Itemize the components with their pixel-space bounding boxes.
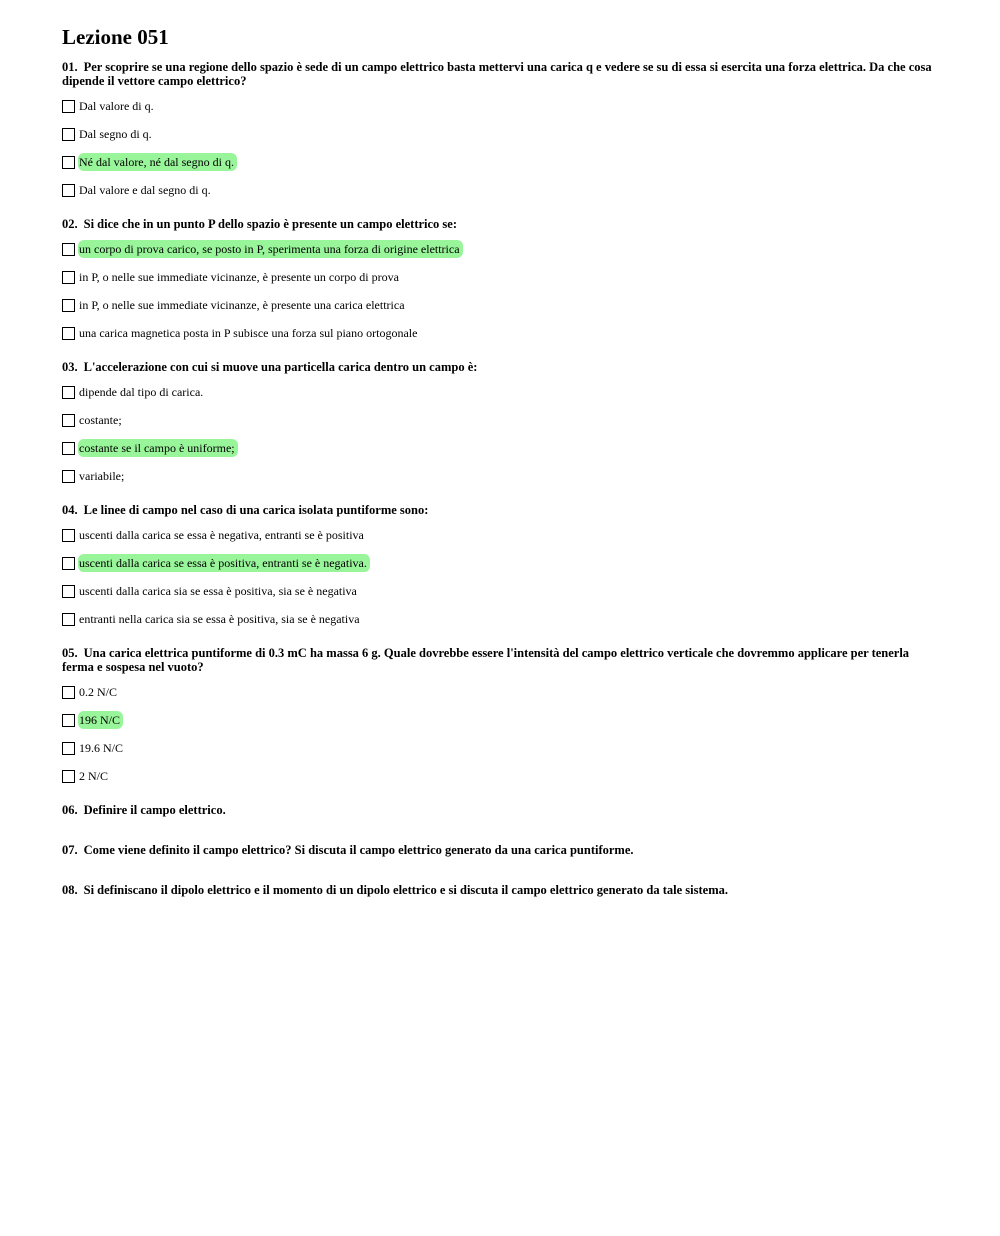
answer-options (62, 683, 932, 785)
checkbox[interactable] (62, 414, 75, 427)
open-questions-section (62, 803, 932, 897)
correct-answer-label: Né dal valore, né dal segno di q. (78, 153, 237, 171)
answer-label: in P, o nelle sue immediate vicinanze, è presente un corpo di prova (79, 270, 399, 284)
question-3 (62, 360, 932, 485)
question-prompt: Una carica elettrica puntiforme di 0.3 mC ha massa 6 g. Quale dovrebbe essere l'intensità del campo elettrico verticale che dovremmo applicare per tenerla ferma e sospesa nel vuoto? (62, 646, 910, 674)
question-4 (62, 503, 932, 628)
checkbox[interactable] (62, 100, 75, 113)
question-number: 05. (62, 646, 78, 660)
question-text (62, 217, 932, 231)
checkbox[interactable] (62, 128, 75, 141)
answer-options (62, 97, 932, 199)
question-text (62, 646, 932, 674)
answer-option[interactable] (62, 767, 932, 785)
checkbox[interactable] (62, 184, 75, 197)
question-prompt: L'accelerazione con cui si muove una particella carica dentro un campo è: (83, 360, 478, 374)
checkbox[interactable] (62, 714, 75, 727)
checkbox[interactable] (62, 442, 75, 455)
question-2 (62, 217, 932, 342)
question-text (62, 883, 932, 897)
open-question-7 (62, 843, 932, 857)
question-text (62, 843, 932, 857)
answer-option[interactable] (62, 153, 932, 171)
checkbox[interactable] (62, 557, 75, 570)
checkbox[interactable] (62, 271, 75, 284)
question-number: 08. (62, 883, 78, 897)
checkbox[interactable] (62, 299, 75, 312)
answer-option[interactable] (62, 711, 932, 729)
correct-answer-label: 196 N/C (78, 711, 123, 729)
checkbox[interactable] (62, 529, 75, 542)
answer-option[interactable] (62, 439, 932, 457)
checkbox[interactable] (62, 156, 75, 169)
answer-option[interactable] (62, 683, 932, 701)
answer-label: 2 N/C (79, 769, 109, 783)
correct-answer-label: un corpo di prova carico, se posto in P, sperimenta una forza di origine elettrica (78, 240, 463, 258)
answer-option[interactable] (62, 554, 932, 572)
answer-label: variabile; (79, 469, 125, 483)
document-page (62, 24, 932, 923)
question-number: 07. (62, 843, 78, 857)
question-text (62, 503, 932, 517)
checkbox[interactable] (62, 742, 75, 755)
question-number: 02. (62, 217, 78, 231)
answer-label: uscenti dalla carica sia se essa è positiva, sia se è negativa (79, 584, 357, 598)
answer-label: Dal valore e dal segno di q. (79, 183, 211, 197)
answer-option[interactable] (62, 526, 932, 544)
checkbox[interactable] (62, 613, 75, 626)
answer-label: Dal segno di q. (79, 127, 152, 141)
answer-option[interactable] (62, 739, 932, 757)
answer-option[interactable] (62, 268, 932, 286)
answer-option[interactable] (62, 181, 932, 199)
question-prompt: Le linee di campo nel caso di una carica isolata puntiforme sono: (83, 503, 429, 517)
answer-options (62, 383, 932, 485)
answer-label: costante; (79, 413, 122, 427)
question-prompt: Per scoprire se una regione dello spazio è sede di un campo elettrico basta mettervi una carica q e vedere se su di essa si esercita una forza elettrica. Da che cosa dipende il vettore campo elettrico? (62, 60, 932, 88)
answer-option[interactable] (62, 125, 932, 143)
answer-label: Dal valore di q. (79, 99, 154, 113)
page-title: Lezione 051 (62, 25, 169, 49)
question-5 (62, 646, 932, 785)
answer-option[interactable] (62, 383, 932, 401)
question-prompt: Si dice che in un punto P dello spazio è presente un campo elettrico se: (83, 217, 457, 231)
answer-label: entranti nella carica sia se essa è positiva, sia se è negativa (79, 612, 360, 626)
answer-option[interactable] (62, 411, 932, 429)
answer-option[interactable] (62, 324, 932, 342)
checkbox[interactable] (62, 470, 75, 483)
answer-label: 19.6 N/C (79, 741, 124, 755)
checkbox[interactable] (62, 585, 75, 598)
checkbox[interactable] (62, 327, 75, 340)
checkbox[interactable] (62, 770, 75, 783)
question-number: 06. (62, 803, 78, 817)
answer-label: in P, o nelle sue immediate vicinanze, è presente una carica elettrica (79, 298, 405, 312)
answer-option[interactable] (62, 610, 932, 628)
open-question-6 (62, 803, 932, 817)
answer-option[interactable] (62, 240, 932, 258)
question-prompt: Definire il campo elettrico. (83, 803, 226, 817)
answer-option[interactable] (62, 467, 932, 485)
question-text (62, 360, 932, 374)
question-number: 04. (62, 503, 78, 517)
answer-label: dipende dal tipo di carica. (79, 385, 204, 399)
answer-option[interactable] (62, 582, 932, 600)
checkbox[interactable] (62, 386, 75, 399)
answer-label: una carica magnetica posta in P subisce una forza sul piano ortogonale (79, 326, 418, 340)
answer-label: uscenti dalla carica se essa è negativa, entranti se è positiva (79, 528, 364, 542)
multiple-choice-section (62, 60, 932, 785)
answer-options (62, 526, 932, 628)
question-number: 01. (62, 60, 78, 74)
answer-label: 0.2 N/C (79, 685, 118, 699)
open-question-8 (62, 883, 932, 897)
question-1 (62, 60, 932, 199)
question-text (62, 60, 932, 88)
answer-option[interactable] (62, 296, 932, 314)
question-prompt: Si definiscano il dipolo elettrico e il momento di un dipolo elettrico e si discuta il campo elettrico generato da tale sistema. (83, 883, 728, 897)
answer-options (62, 240, 932, 342)
checkbox[interactable] (62, 686, 75, 699)
checkbox[interactable] (62, 243, 75, 256)
correct-answer-label: uscenti dalla carica se essa è positiva, entranti se è negativa. (78, 554, 370, 572)
question-prompt: Come viene definito il campo elettrico? Si discuta il campo elettrico generato da una carica puntiforme. (83, 843, 634, 857)
question-text (62, 803, 932, 817)
correct-answer-label: costante se il campo è uniforme; (78, 439, 238, 457)
answer-option[interactable] (62, 97, 932, 115)
question-number: 03. (62, 360, 78, 374)
